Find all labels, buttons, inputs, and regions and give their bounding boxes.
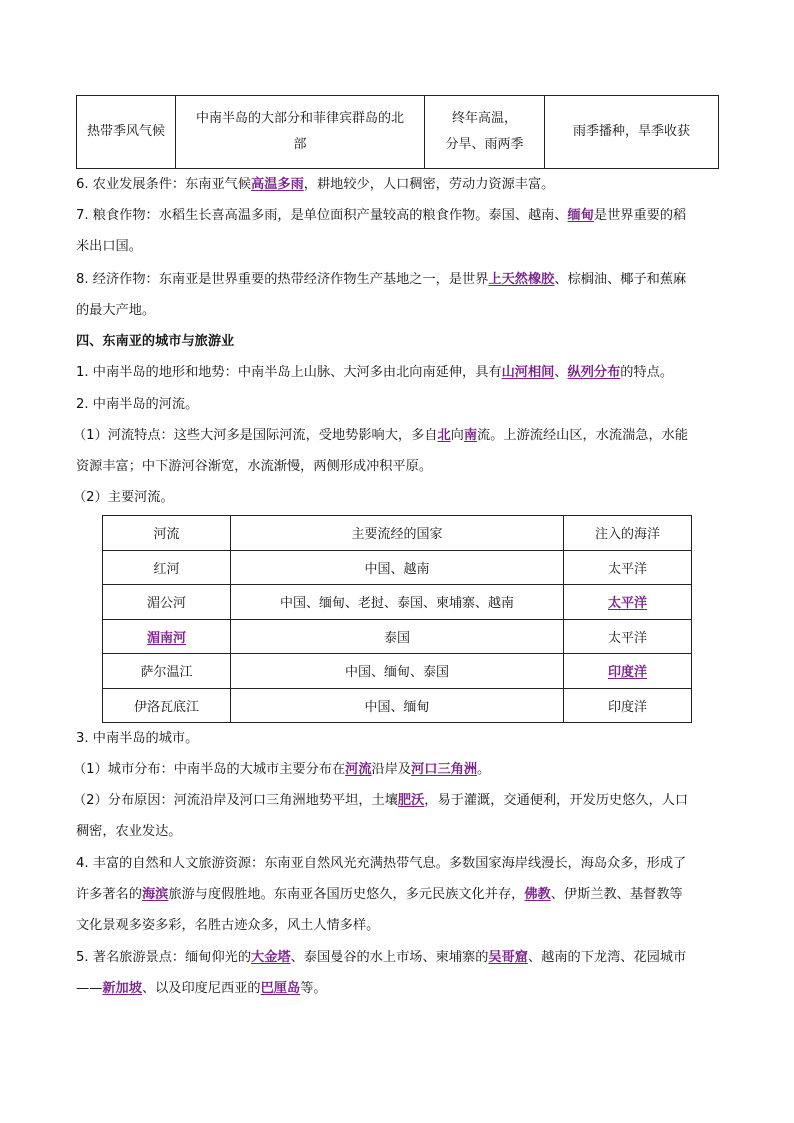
header-countries: 主要流经的国家 xyxy=(231,516,564,551)
river-name: 湄公河 xyxy=(103,585,231,620)
text: （1）河流特点：这些大河多是国际河流，受地势影响大，多自 xyxy=(73,428,438,443)
climate-type-cell: 热带季风气候 xyxy=(77,96,176,169)
keyword: 新加坡 xyxy=(102,981,142,996)
section-4-line2 xyxy=(76,885,726,905)
climate-feature-line1: 终年高温， xyxy=(451,111,517,126)
river-ocean xyxy=(564,585,692,620)
table-header-row xyxy=(103,516,692,551)
keyword: 肥沃 xyxy=(397,793,425,808)
text: 旅游与度假胜地。东南亚各国历史悠久，多元民族文化并存， xyxy=(168,887,525,902)
keyword: 吴哥窟 xyxy=(488,950,528,965)
text: 许多著名的 xyxy=(76,887,142,902)
text: 、伊斯兰教、基督教等 xyxy=(550,887,683,902)
keyword: 上天然橡胶 xyxy=(488,272,555,287)
text: 、越南的下龙湾、花园城市 xyxy=(527,950,687,965)
river-ocean: 太平洋 xyxy=(564,619,692,654)
text: 向 xyxy=(450,428,464,443)
river-countries: 中国、缅甸、泰国 xyxy=(231,654,564,689)
climate-area-line1: 中南半岛的大部分和菲律宾群岛的北 xyxy=(195,111,404,126)
keyword: 南 xyxy=(463,428,478,443)
text: 5. 著名旅游景点：缅甸仰光的 xyxy=(76,950,252,965)
river-countries: 中国、越南 xyxy=(231,550,564,585)
river-ocean: 太平洋 xyxy=(564,550,692,585)
text: 、泰国曼谷的水上市场、柬埔寨的 xyxy=(290,950,489,965)
climate-feature-line2: 分旱、雨两季 xyxy=(445,137,524,152)
table-row xyxy=(77,96,719,169)
paragraph-8-line2: 的最大产地。 xyxy=(76,303,156,318)
section-heading: 四、东南亚的城市与旅游业 xyxy=(76,334,235,349)
keyword: 巴厘岛 xyxy=(260,981,301,996)
keyword: 纵列分布 xyxy=(567,365,621,380)
section-4-line1: 4. 丰富的自然和人文旅游资源：东南亚自然风光充满热带气息。多数国家海岸线漫长，海岛众多，形成了 xyxy=(76,856,687,871)
text: 6. 农业发展条件：东南亚气候 xyxy=(76,177,252,192)
section-2-paragraph-1 xyxy=(73,426,723,446)
table-row xyxy=(103,619,692,654)
keyword: 大金塔 xyxy=(251,950,291,965)
river-countries: 泰国 xyxy=(231,619,564,654)
section-2-paragraph-2: （2）主要河流。 xyxy=(73,490,174,505)
header-river: 河流 xyxy=(103,516,231,551)
paragraph-7-line2: 米出口国。 xyxy=(76,239,142,254)
keyword: 海滨 xyxy=(141,887,169,902)
text: （2）分布原因：河流沿岸及河口三角洲地势平坦，土壤 xyxy=(73,793,398,808)
river-countries: 中国、缅甸、老挝、泰国、柬埔寨、越南 xyxy=(231,585,564,620)
section-5-line2 xyxy=(76,979,726,999)
river-name: 红河 xyxy=(103,550,231,585)
climate-agriculture-cell: 雨季播种，旱季收获 xyxy=(545,96,719,169)
climate-area-line2: 部 xyxy=(293,137,307,152)
river-table xyxy=(102,515,692,723)
keyword: 山河相间 xyxy=(501,365,555,380)
text: 、 xyxy=(554,365,568,380)
river-name xyxy=(103,619,231,654)
text: 流。上游流经山区，水流湍急，水能 xyxy=(477,428,689,443)
section-3-paragraph-1 xyxy=(73,760,723,780)
text: 等。 xyxy=(300,981,327,996)
keyword: 印度洋 xyxy=(607,665,647,681)
climate-area-cell xyxy=(176,96,425,169)
text: 的特点。 xyxy=(620,365,674,380)
section-3-paragraph-2-line2: 稠密，农业发达。 xyxy=(76,824,182,839)
keyword: 太平洋 xyxy=(607,596,647,612)
river-name: 萨尔温江 xyxy=(103,654,231,689)
river-ocean: 印度洋 xyxy=(564,688,692,723)
text: （1）城市分布：中南半岛的大城市主要分布在 xyxy=(73,762,346,777)
river-name: 伊洛瓦底江 xyxy=(103,688,231,723)
table-row xyxy=(103,550,692,585)
keyword: 高温多雨 xyxy=(251,177,304,192)
text: ，耕地较少，人口稠密，劳动力资源丰富。 xyxy=(303,177,555,192)
text: 7. 粮食作物：水稻生长喜高温多雨，是单位面积产量较高的粮食作物。泰国、越南、 xyxy=(76,208,568,223)
section-1-paragraph xyxy=(76,363,726,383)
paragraph-8 xyxy=(76,270,726,290)
keyword: 北 xyxy=(437,428,451,443)
section-5-line1 xyxy=(76,948,726,968)
keyword: 缅甸 xyxy=(567,208,594,223)
header-ocean: 注入的海洋 xyxy=(564,516,692,551)
climate-feature-cell xyxy=(425,96,545,169)
river-countries: 中国、缅甸 xyxy=(231,688,564,723)
table-row xyxy=(103,654,692,689)
section-4-line3: 文化景观多姿多彩，名胜古迹众多，风土人情多样。 xyxy=(76,918,380,933)
text: 沿岸及 xyxy=(371,762,412,777)
river-ocean xyxy=(564,654,692,689)
text: —— xyxy=(76,981,103,996)
text: 、以及印度尼西亚的 xyxy=(141,981,261,996)
text: 、棕榈油、椰子和蕉麻 xyxy=(554,272,687,287)
text: ，易于灌溉，交通便利，开发历史悠久，人口 xyxy=(424,793,689,808)
section-2-title: 2. 中南半岛的河流。 xyxy=(76,397,199,412)
keyword: 河口三角洲 xyxy=(411,762,478,777)
keyword: 湄南河 xyxy=(146,630,186,646)
table-row xyxy=(103,688,692,723)
section-3-paragraph-2 xyxy=(73,791,723,811)
climate-table xyxy=(76,95,719,169)
keyword: 河流 xyxy=(345,762,372,777)
table-row xyxy=(103,585,692,620)
keyword: 佛教 xyxy=(524,887,551,902)
text: 。 xyxy=(477,762,491,777)
text: 是世界重要的稻 xyxy=(593,208,687,223)
section-3-title: 3. 中南半岛的城市。 xyxy=(76,731,199,746)
text: 8. 经济作物：东南亚是世界重要的热带经济作物生产基地之一，是世界 xyxy=(76,272,489,287)
paragraph-6 xyxy=(76,175,726,195)
section-2-paragraph-1-line2: 资源丰富；中下游河谷渐宽，水流渐慢，两侧形成冲积平原。 xyxy=(76,459,433,474)
text: 1. 中南半岛的地形和地势：中南半岛上山脉、大河多由北向南延伸，具有 xyxy=(76,365,502,380)
paragraph-7 xyxy=(76,206,726,226)
